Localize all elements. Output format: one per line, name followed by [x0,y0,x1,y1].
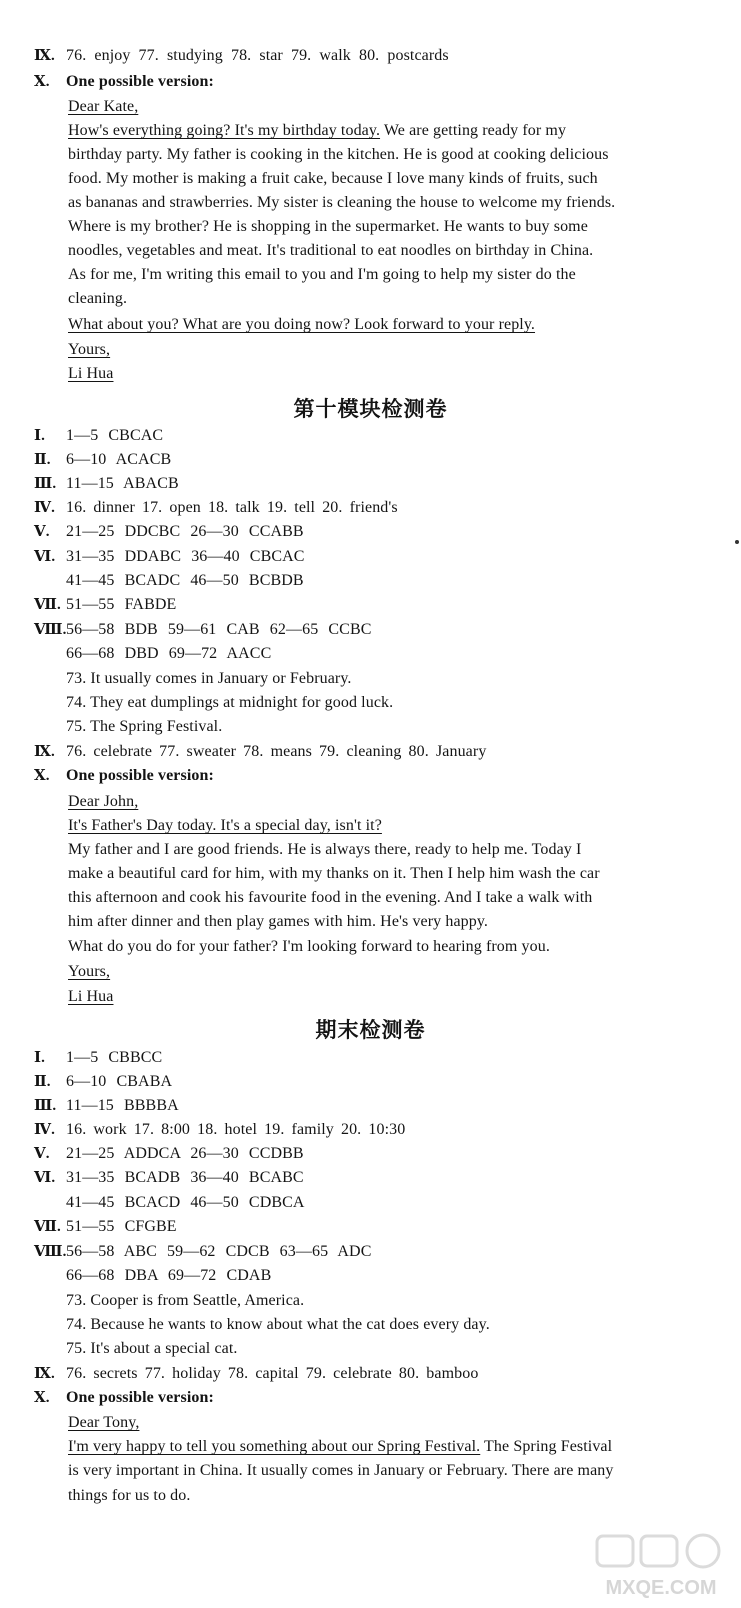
letter-text: noodles, vegetables and meat. It's traditional to eat noodles on birthday in China. [68,242,594,259]
question-number: Ⅱ. [34,1074,51,1090]
line-rest: We are getting ready for my [380,122,567,139]
signature-text: Li Hua [68,988,114,1005]
question-number: Ⅴ. [34,1146,50,1162]
letter-text: cleaning. [68,290,128,307]
question-number: Ⅸ. [34,1366,55,1382]
greeting-text: Dear John, [68,793,139,810]
question-number: Ⅵ. [34,1170,56,1186]
answer-text: 73. Cooper is from Seattle, America. [66,1292,305,1309]
answer-text: 41—45 BCADC 46—50 BCBDB [66,572,304,589]
closing-text: Yours, [68,341,111,358]
letter-text: What do you do for your father? I'm looking forward to hearing from you. [68,938,550,955]
letter-text: is very important in China. It usually comes in January or February. There are many [68,1462,614,1479]
answer-text: 66—68 DBA 69—72 CDAB [66,1267,272,1284]
answer-text: 16. work 17. 8:00 18. hotel 19. family 20. 10:30 [66,1121,406,1138]
answer-text: 41—45 BCACD 46—50 CDBCA [66,1194,305,1211]
answer-text: 75. It's about a special cat. [66,1340,238,1357]
signature-text: Li Hua [68,365,114,382]
question-number: Ⅸ. [34,744,55,760]
letter-text: My father and I are good friends. He is always there, ready to help me. Today I [68,841,582,858]
answer-text: 1—5 CBBCC [66,1049,163,1066]
letter-text: as bananas and strawberries. My sister is cleaning the house to welcome my friends. [68,194,616,211]
answer-text: 31—35 BCADB 36—40 BCABC [66,1169,304,1186]
answer-text: 31—35 DDABC 36—40 CBCAC [66,548,305,565]
question-number: Ⅹ. [34,1390,50,1406]
answer-text: 76. enjoy 77. studying 78. star 79. walk 80. postcards [66,47,449,64]
question-number: Ⅶ. [34,1219,61,1235]
answer-text: 56—58 ABC 59—62 CDCB 63—65 ADC [66,1243,372,1260]
answer-text: 21—25 ADDCA 26—30 CCDBB [66,1145,304,1162]
greeting-text: Dear Kate, [68,98,139,115]
answer-text: 66—68 DBD 69—72 AACC [66,645,272,662]
watermark-logo-icon [591,1532,731,1602]
letter-text: make a beautiful card for him, with my thanks on it. Then I help him wash the car [68,865,600,882]
closing-text: Yours, [68,963,111,980]
question-number: Ⅸ. [34,48,55,64]
answer-text: 74. They eat dumplings at midnight for good luck. [66,694,394,711]
letter-text: What about you? What are you doing now? Look forward to your reply. [68,316,536,333]
underlined-sentence: I'm very happy to tell you something about our Spring Festival. [68,1438,481,1455]
question-number: Ⅹ. [34,768,50,784]
letter-text: birthday party. My father is cooking in the kitchen. He is good at cooking delicious [68,146,609,163]
question-number: Ⅴ. [34,524,50,540]
letter-text: As for me, I'm writing this email to you and I'm going to help my sister do the [68,266,576,283]
line-rest: The Spring Festival [480,1438,613,1455]
answer-text: 51—55 CFGBE [66,1218,177,1235]
question-number: Ⅶ. [34,597,61,613]
letter-text: him after dinner and then play games with him. He's very happy. [68,913,489,930]
question-number: Ⅲ. [34,476,57,492]
scan-dot [735,540,739,544]
answer-text: 74. Because he wants to know about what the cat does every day. [66,1316,490,1333]
question-number: Ⅰ. [34,428,45,444]
answer-text: 11—15 BBBBA [66,1097,179,1114]
section-title: 第十模块检测卷 [293,397,448,421]
question-number: Ⅳ. [34,500,55,516]
answer-text: 73. It usually comes in January or February. [66,670,352,687]
writing-title: One possible version: [66,767,214,784]
answer-text: 51—55 FABDE [66,596,177,613]
answer-text: 16. dinner 17. open 18. talk 19. tell 20. friend's [66,499,398,516]
question-number: Ⅳ. [34,1122,55,1138]
writing-title: One possible version: [66,1389,214,1406]
underlined-sentence: How's everything going? It's my birthday today. [68,122,381,139]
letter-text: It's Father's Day today. It's a special day, isn't it? [68,817,382,834]
question-number: Ⅵ. [34,549,56,565]
answer-text: 6—10 CBABA [66,1073,173,1090]
question-number: Ⅱ. [34,452,51,468]
writing-title: One possible version: [66,73,214,90]
watermark-text: MXQE.COM [605,1577,717,1599]
question-number: Ⅹ. [34,74,50,90]
letter-text: this afternoon and cook his favourite food in the evening. And I take a walk with [68,889,593,906]
answer-text: 6—10 ACACB [66,451,172,468]
question-number: Ⅲ. [34,1098,57,1114]
letter-text: things for us to do. [68,1487,191,1504]
answer-text: 56—58 BDB 59—61 CAB 62—65 CCBC [66,621,372,638]
question-number: Ⅰ. [34,1050,45,1066]
answer-text: 11—15 ABACB [66,475,179,492]
answer-text: 75. The Spring Festival. [66,718,223,735]
question-number: Ⅷ. [34,1244,67,1260]
letter-text: food. My mother is making a fruit cake, because I love many kinds of fruits, such [68,170,598,187]
answer-text: 76. secrets 77. holiday 78. capital 79. celebrate 80. bamboo [66,1365,479,1382]
answer-text: 1—5 CBCAC [66,427,164,444]
question-number: Ⅷ. [34,622,67,638]
section-title: 期末检测卷 [315,1018,426,1042]
letter-text: Where is my brother? He is shopping in the supermarket. He wants to buy some [68,218,588,235]
answer-text: 21—25 DDCBC 26—30 CCABB [66,523,304,540]
answer-text: 76. celebrate 77. sweater 78. means 79. cleaning 80. January [66,743,487,760]
greeting-text: Dear Tony, [68,1414,140,1431]
